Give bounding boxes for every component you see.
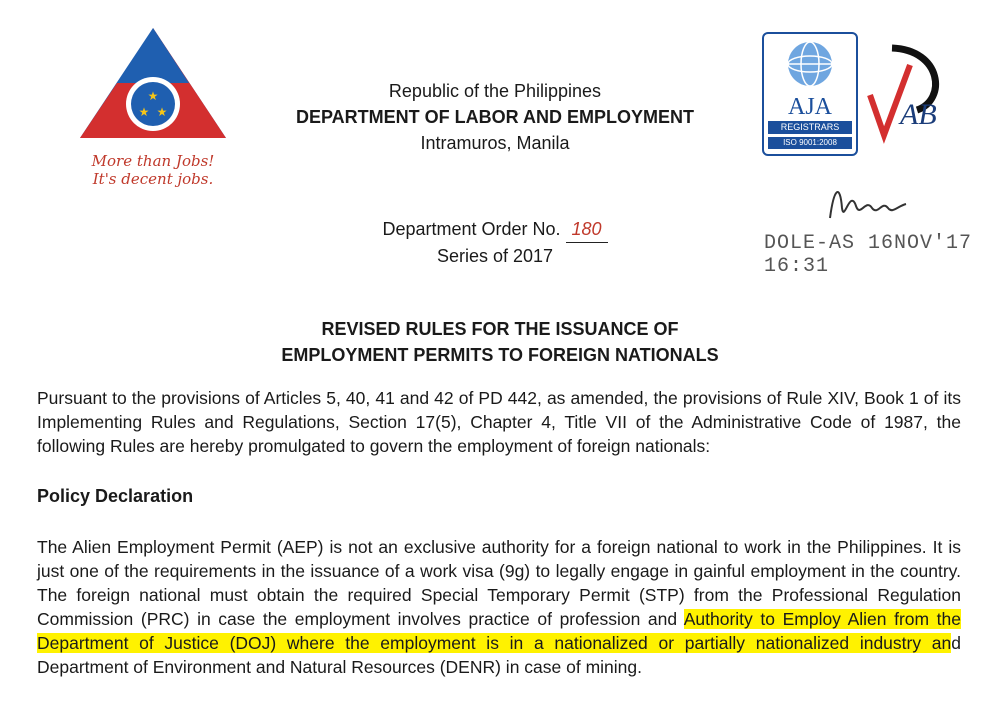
- received-stamp: DOLE-AS 16NOV'17 16:31: [764, 232, 973, 278]
- dole-triangle-icon: [78, 26, 228, 141]
- svg-text:★: ★: [156, 105, 168, 119]
- registrars-text: REGISTRARS: [768, 121, 852, 134]
- iso-text: ISO 9001:2008: [768, 137, 852, 149]
- section-heading: Policy Declaration: [37, 486, 194, 506]
- order-number: 180: [566, 216, 608, 243]
- aja-text: AJA: [787, 94, 832, 120]
- department-order: [330, 216, 660, 269]
- dole-tagline-1: More than Jobs!: [91, 152, 215, 170]
- dole-logo: [78, 26, 228, 186]
- republic-line: Republic of the Philippines: [388, 81, 602, 101]
- signature-scribble-icon: [822, 178, 912, 228]
- order-series: Series of 2017: [436, 246, 554, 266]
- letterhead: [270, 78, 720, 156]
- title-line-1: REVISED RULES FOR THE ISSUANCE OF: [321, 319, 679, 339]
- jab-text: AB: [900, 98, 937, 131]
- aja-certification-logo: [762, 32, 858, 156]
- policy-text-after: d Department of Environment and Natural Resources (DENR) in case of mining.: [37, 633, 961, 677]
- svg-text:★: ★: [147, 89, 159, 103]
- department-name: DEPARTMENT OF LABOR AND EMPLOYMENT: [296, 107, 694, 127]
- title-line-2: EMPLOYMENT PERMITS TO FOREIGN NATIONALS: [281, 345, 719, 365]
- signature: [822, 178, 912, 228]
- policy-text-before: The Alien Employment Permit (AEP) is not an exclusive authority for a foreign national to work in the Philippines. It is just one of the requirements in the issuance of a work visa (9g) to legally engage in gainful employment in the country. The foreign national must obtain the required Special Temporary Permit (STP) from the Professional Regulation Commission (PRC) in case the employment involves practice of profession and: [37, 537, 961, 629]
- document-title: [200, 316, 800, 368]
- globe-icon: [764, 34, 856, 90]
- policy-highlight: Authority to Employ Alien from the Department of Justice (DOJ) where the employment is in a nationalized or partially nationalized industry an: [37, 609, 961, 653]
- svg-text:★: ★: [138, 105, 150, 119]
- intro-paragraph: Pursuant to the provisions of Articles 5, 40, 41 and 42 of PD 442, as amended, the provisions of Rule XIV, Book 1 of its Implementing Rules and Regulations, Section 17(5), Chapter 4, Title VII of the Administrative Code of 1987, the following Rules are hereby promulgated to govern the employment of foreign nationals:: [37, 388, 961, 456]
- jab-check-icon: [862, 40, 952, 150]
- order-label: Department Order No.: [382, 219, 561, 239]
- jab-logo: [862, 40, 952, 150]
- dole-tagline-2: It's decent jobs.: [92, 170, 214, 188]
- location-line: Intramuros, Manila: [420, 133, 570, 153]
- policy-paragraph: [37, 535, 961, 679]
